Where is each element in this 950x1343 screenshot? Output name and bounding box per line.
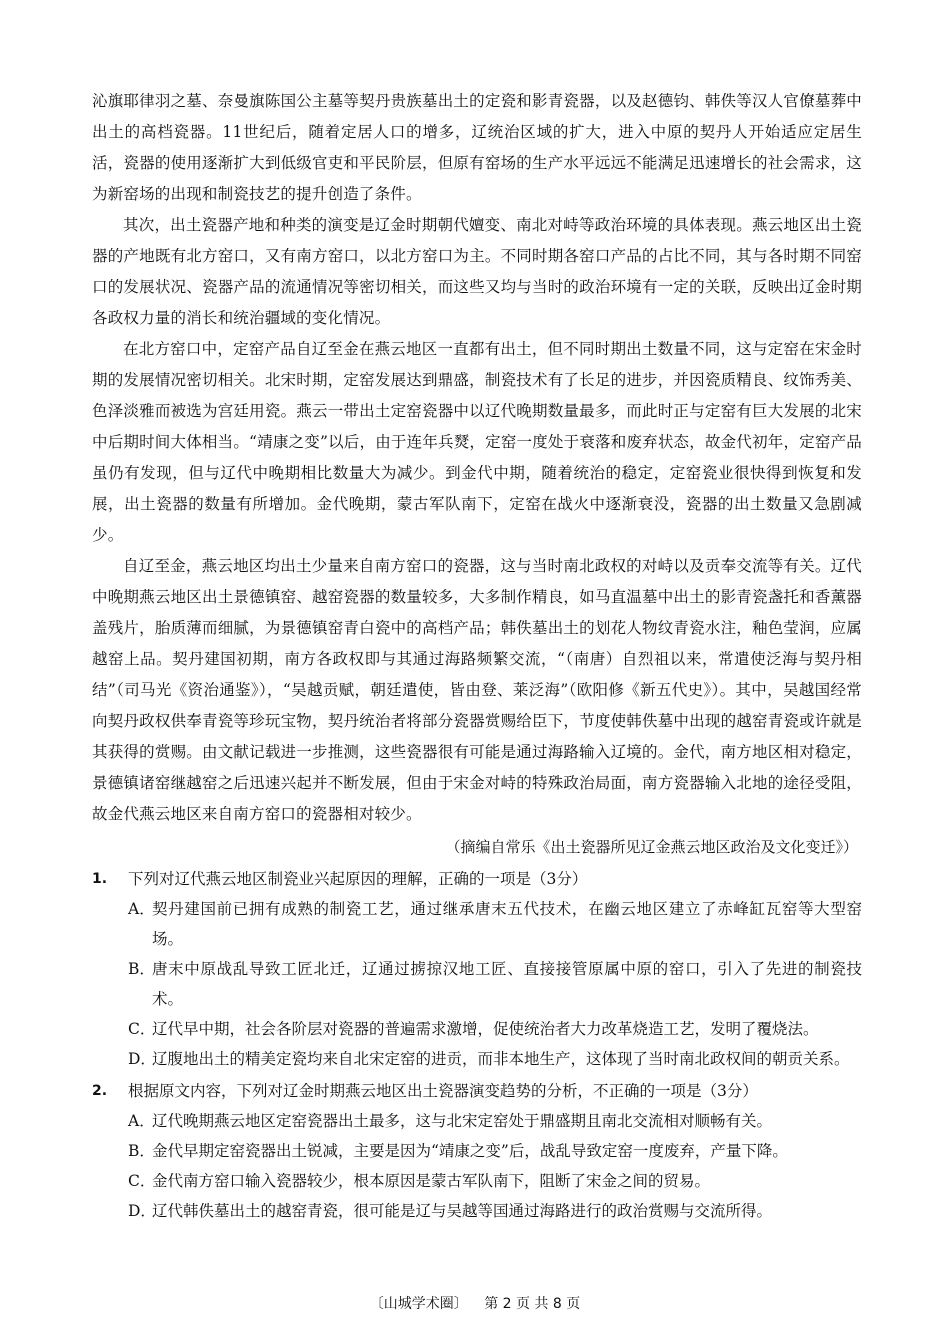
paragraph-2: 其次，出土瓷器产地和种类的演变是辽金时期朝代嬗变、南北对峙等政治环境的具体表现。燕云地区出土瓷器的产地既有北方窑口，又有南方窑口，以北方窑口为主。不同时期各窑口产品的占比不同，其与各时期不同窑口的发展状况、瓷器产品的流通情况等密切相关，而这些又均与当时的政治环境有一定的关联，反映出辽金时期各政权力量的消长和统治疆域的变化情况。 <box>92 216 862 327</box>
option-text: 辽代晚期燕云地区定窑瓷器出土最多，这与北宋定窑处于鼎盛期且南北交流相对顺畅有关。 <box>152 1112 773 1130</box>
question-2 <box>92 1076 862 1226</box>
option-letter: A． <box>128 900 155 918</box>
option-a <box>92 1106 862 1136</box>
option-b <box>92 1136 862 1166</box>
paragraph-1: 沁旗耶律羽之墓、奈曼旗陈国公主墓等契丹贵族墓出土的定瓷和影青瓷器，以及赵德钧、韩佚等汉人官僚墓葬中出土的高档瓷器。11世纪后，随着定居人口的增多，辽统治区域的扩大，进入中原的契丹人开始适应定居生活，瓷器的使用逐渐扩大到低级官吏和平民阶层，但原有窑场的生产水平远远不能满足迅速增长的社会需求，这为新窑场的出现和制瓷技艺的提升创造了条件。 <box>92 92 862 203</box>
question-number: 1. <box>92 871 108 887</box>
paragraph-4: 自辽至金，燕云地区均出土少量来自南方窑口的瓷器，这与当时南北政权的对峙以及贡奉交流等有关。辽代中晚期燕云地区出土景德镇窑、越窑瓷器的数量较多，大多制作精良，如马直温墓中出土的影青瓷盏托和香薰器盖残片，胎质薄而细腻，为景德镇窑青白瓷中的高档产品；韩佚墓出土的划花人物纹青瓷水注，釉色莹润，应属越窑上品。契丹建国初期，南方各政权即与其通过海路频繁交流，“（南唐）自烈祖以来，常遣使泛海与契丹相结”（司马光《资治通鉴》），“吴越贡赋，朝廷遣使，皆由登、莱泛海”（欧阳修《新五代史》）。其中，吴越国经常向契丹政权供奉青瓷等珍玩宝物，契丹统治者将部分瓷器赏赐给臣下，节度使韩佚墓中出现的越窑青瓷或许就是其获得的赏赐。由文献记载进一步推测，这些瓷器很有可能是通过海路输入辽境的。金代，南方地区相对稳定，景德镇诸窑继越窑之后迅速兴起并不断发展，但由于宋金对峙的特殊政治局面，南方瓷器输入北地的途径受阻，故金代燕云地区来自南方窑口的瓷器相对较少。 <box>92 557 862 823</box>
option-letter: D． <box>128 1202 156 1220</box>
option-letter: B． <box>128 960 155 978</box>
option-d <box>92 1196 862 1226</box>
option-letter: B． <box>128 1142 155 1160</box>
option-text: 辽代早中期，社会各阶层对瓷器的普遍需求激增，促使统治者大力改革烧造工艺，发明了覆烧法。 <box>152 1020 819 1038</box>
option-c <box>92 1014 862 1044</box>
option-text: 金代南方窑口输入瓷器较少，根本原因是蒙古军队南下，阻断了宋金之间的贸易。 <box>152 1172 711 1190</box>
option-c <box>92 1166 862 1196</box>
question-stem: 根据原文内容，下列对辽金时期燕云地区出土瓷器演变趋势的分析，不正确的一项是（3分） <box>128 1082 758 1100</box>
footer-brand: 〔山城学术圈〕 <box>369 1296 468 1312</box>
paragraph-3: 在北方窑口中，定窑产品自辽至金在燕云地区一直都有出土，但不同时期出土数量不同，这与定窑在宋金时期的发展情况密切相关。北宋时期，定窑发展达到鼎盛，制瓷技术有了长足的进步，并因瓷质精良、纹饰秀美、色泽淡雅而被选为宫廷用瓷。燕云一带出土定窑瓷器中以辽代晚期数量最多，而此时正与定窑有巨大发展的北宋中后期时间大体相当。“靖康之变”以后，由于连年兵燹，定窑一度处于衰落和废弃状态，故金代初年，定窑产品虽仍有发现，但与辽代中晚期相比数量大为减少。到金代中期，随着统治的稳定，定窑瓷业很快得到恢复和发展，出土瓷器的数量有所增加。金代晚期，蒙古军队南下，定窑在战火中逐渐衰没，瓷器的出土数量又急剧减少。 <box>92 340 862 544</box>
option-text: 辽代韩佚墓出土的越窑青瓷，很可能是辽与吴越等国通过海路进行的政治赏赐与交流所得。 <box>152 1202 773 1220</box>
option-letter: A． <box>128 1112 155 1130</box>
option-letter: C． <box>128 1172 156 1190</box>
option-d <box>92 1044 862 1074</box>
option-text: 辽腹地出土的精美定瓷均来自北宋定窑的进贡，而非本地生产，这体现了当时南北政权间的朝贡关系。 <box>152 1050 850 1068</box>
question-1 <box>92 864 862 1074</box>
question-number: 2. <box>92 1083 108 1099</box>
option-b <box>92 954 862 1014</box>
question-stem: 下列对辽代燕云地区制瓷业兴起原因的理解，正确的一项是（3分） <box>128 870 588 888</box>
option-a <box>92 894 862 954</box>
page-footer <box>0 1293 950 1313</box>
page-number: 第 2 页 共 8 页 <box>484 1296 581 1312</box>
document-page <box>92 86 862 1226</box>
source-citation: （摘编自常乐《出土瓷器所见辽金燕云地区政治及文化变迁》） <box>445 838 858 856</box>
option-letter: D． <box>128 1050 156 1068</box>
option-letter: C． <box>128 1020 156 1038</box>
option-text: 金代早期定窑瓷器出土锐减，主要是因为“靖康之变”后，战乱导致定窑一度废弃，产量下降。 <box>152 1142 788 1160</box>
option-text: 契丹建国前已拥有成熟的制瓷工艺，通过继承唐末五代技术，在幽云地区建立了赤峰缸瓦窑等大型窑场。 <box>152 900 862 948</box>
option-text: 唐末中原战乱导致工匠北迁，辽通过掳掠汉地工匠、直接接管原属中原的窑口，引入了先进的制瓷技术。 <box>152 960 862 1008</box>
